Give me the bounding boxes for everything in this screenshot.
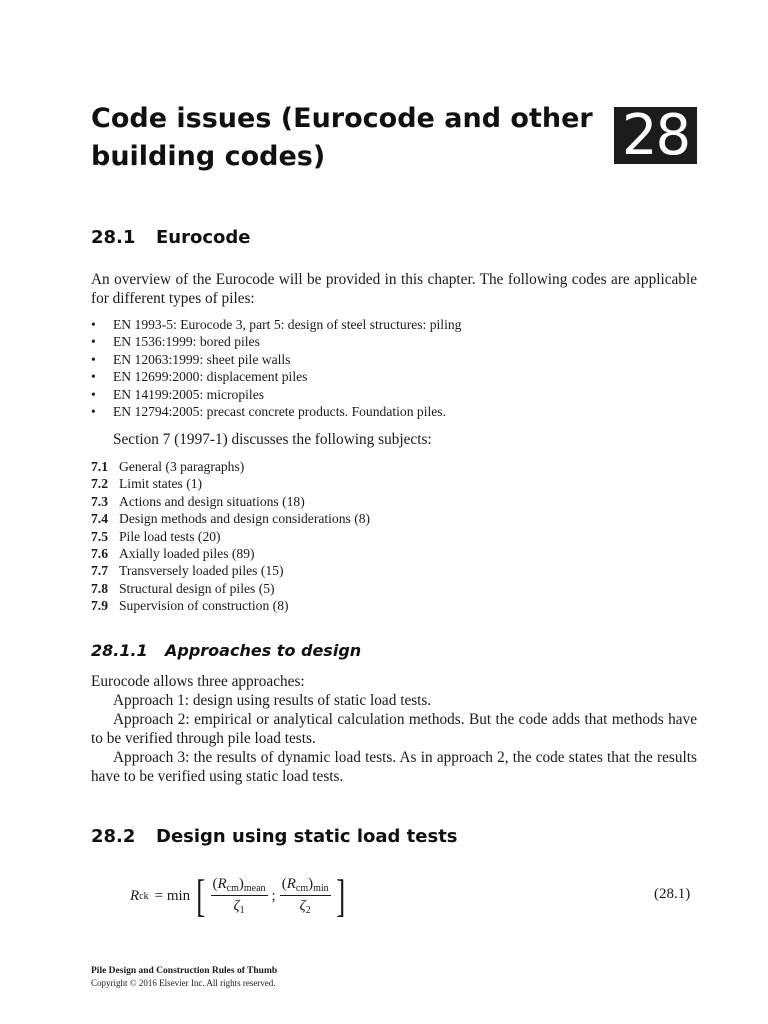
approaches-lead: Eurocode allows three approaches: bbox=[91, 673, 305, 690]
section-heading-28-2 bbox=[91, 826, 458, 847]
approach-2: Approach 2: empirical or analytical calculation methods. But the code adds that methods have to be verified through pile load tests. bbox=[91, 711, 697, 747]
paren: ) bbox=[238, 876, 244, 892]
list-item bbox=[91, 475, 697, 492]
equation-operator: = min bbox=[154, 887, 191, 904]
list-item bbox=[91, 597, 697, 614]
code-item-text: EN 12063:1999: sheet pile walls bbox=[113, 351, 291, 367]
equation-separator: ; bbox=[271, 887, 276, 904]
equation-lhs: R bbox=[130, 887, 140, 904]
equation-fraction-2 bbox=[280, 876, 331, 916]
list-item bbox=[91, 562, 697, 579]
subject-text: General (3 paragraphs) bbox=[119, 459, 245, 474]
intro-paragraph bbox=[91, 270, 697, 308]
section-heading-28-1 bbox=[91, 227, 250, 248]
subject-number: 7.3 bbox=[91, 493, 108, 509]
list-item bbox=[91, 351, 697, 368]
equation-28-1 bbox=[130, 872, 348, 920]
subscript: min bbox=[313, 883, 329, 894]
subject-number: 7.9 bbox=[91, 598, 108, 614]
approach-3: Approach 3: the results of dynamic load tests. As in approach 2, the code states that the results have to be verified using static load tests. bbox=[91, 749, 697, 785]
subject-number: 7.4 bbox=[91, 511, 108, 527]
section-title: Approaches to design bbox=[165, 641, 362, 660]
subject-text: Limit states (1) bbox=[119, 476, 203, 492]
section-number: 28.1 bbox=[91, 227, 136, 248]
variable: ζ bbox=[233, 898, 240, 914]
fraction-numerator bbox=[211, 876, 268, 896]
code-item-text: EN 14199:2005: micropiles bbox=[113, 386, 265, 402]
equation-bracket-right: ] bbox=[335, 870, 345, 921]
code-item-text: EN 1536:1999: bored piles bbox=[113, 334, 260, 350]
equation-lhs-subscript: ck bbox=[139, 890, 149, 902]
paren: ) bbox=[308, 876, 314, 892]
list-item bbox=[91, 386, 697, 403]
subject-number: 7.8 bbox=[91, 580, 108, 596]
bullet-icon: • bbox=[91, 369, 96, 385]
subject-text: Actions and design situations (18) bbox=[119, 493, 305, 509]
subscript: 2 bbox=[305, 905, 311, 916]
code-item-text: EN 12699:2000: displacement piles bbox=[113, 369, 308, 385]
equation-fraction-1 bbox=[211, 876, 268, 916]
subject-number: 7.2 bbox=[91, 476, 108, 492]
approach-1: Approach 1: design using results of static load tests. bbox=[113, 692, 432, 709]
variable: R bbox=[286, 876, 296, 892]
fraction-denominator bbox=[233, 896, 244, 916]
section-heading-28-1-1 bbox=[91, 641, 361, 660]
paren: ( bbox=[212, 876, 218, 892]
list-item bbox=[91, 316, 697, 333]
subject-number: 7.5 bbox=[91, 528, 108, 544]
intro-text: An overview of the Eurocode will be provided in this chapter. The following codes are applicable for different types of piles: bbox=[91, 271, 697, 307]
bullet-icon: • bbox=[91, 334, 96, 350]
section-number: 28.1.1 bbox=[91, 641, 148, 660]
list-item bbox=[91, 510, 697, 527]
approaches-paragraph bbox=[91, 672, 697, 786]
bullet-icon: • bbox=[91, 404, 96, 420]
subject-text: Transversely loaded piles (15) bbox=[119, 563, 284, 579]
chapter-title: Code issues (Eurocode and other building codes) bbox=[91, 103, 593, 172]
code-list bbox=[91, 316, 697, 420]
list-item bbox=[91, 580, 697, 597]
list-item bbox=[91, 493, 697, 510]
list-item bbox=[91, 333, 697, 350]
bullet-icon: • bbox=[91, 317, 96, 332]
equation-bracket-left: [ bbox=[196, 870, 206, 921]
fraction-denominator bbox=[300, 896, 311, 916]
equation-number: (28.1) bbox=[654, 886, 691, 902]
subject-text: Axially loaded piles (89) bbox=[119, 546, 255, 562]
subject-text: Structural design of piles (5) bbox=[119, 580, 275, 596]
chapter-number-badge: 28 bbox=[614, 107, 697, 164]
list-item bbox=[91, 458, 697, 475]
section7-intro: Section 7 (1997-1) discusses the following subjects: bbox=[113, 431, 432, 448]
list-item bbox=[91, 368, 697, 385]
subject-text: Design methods and design considerations (8) bbox=[119, 511, 371, 527]
footer-copyright: Copyright © 2016 Elsevier Inc. All rights reserved. bbox=[91, 978, 276, 988]
code-item-text: EN 1993-5: Eurocode 3, part 5: design of steel structures: piling bbox=[113, 317, 462, 332]
subject-number: 7.7 bbox=[91, 563, 108, 579]
subject-list bbox=[91, 458, 697, 615]
subscript: cm bbox=[295, 883, 309, 894]
subject-number: 7.1 bbox=[91, 459, 108, 474]
subscript: cm bbox=[226, 883, 239, 894]
subscript: mean bbox=[243, 883, 266, 894]
section-number: 28.2 bbox=[91, 826, 136, 847]
code-item-text: EN 12794:2005: precast concrete products. Foundation piles. bbox=[113, 404, 446, 420]
subject-text: Pile load tests (20) bbox=[119, 528, 221, 544]
footer-book-title: Pile Design and Construction Rules of Thumb bbox=[91, 966, 278, 976]
variable: R bbox=[217, 876, 227, 892]
bullet-icon: • bbox=[91, 351, 96, 367]
bullet-icon: • bbox=[91, 386, 96, 402]
list-item bbox=[91, 528, 697, 545]
list-item bbox=[91, 403, 697, 420]
section-title: Eurocode bbox=[156, 227, 251, 248]
subscript: 1 bbox=[239, 905, 245, 916]
subject-text: Supervision of construction (8) bbox=[119, 598, 289, 614]
fraction-numerator bbox=[280, 876, 331, 896]
paren: ( bbox=[281, 876, 287, 892]
subject-number: 7.6 bbox=[91, 546, 108, 562]
list-item bbox=[91, 545, 697, 562]
section-title: Design using static load tests bbox=[156, 826, 458, 847]
variable: ζ bbox=[299, 898, 306, 914]
